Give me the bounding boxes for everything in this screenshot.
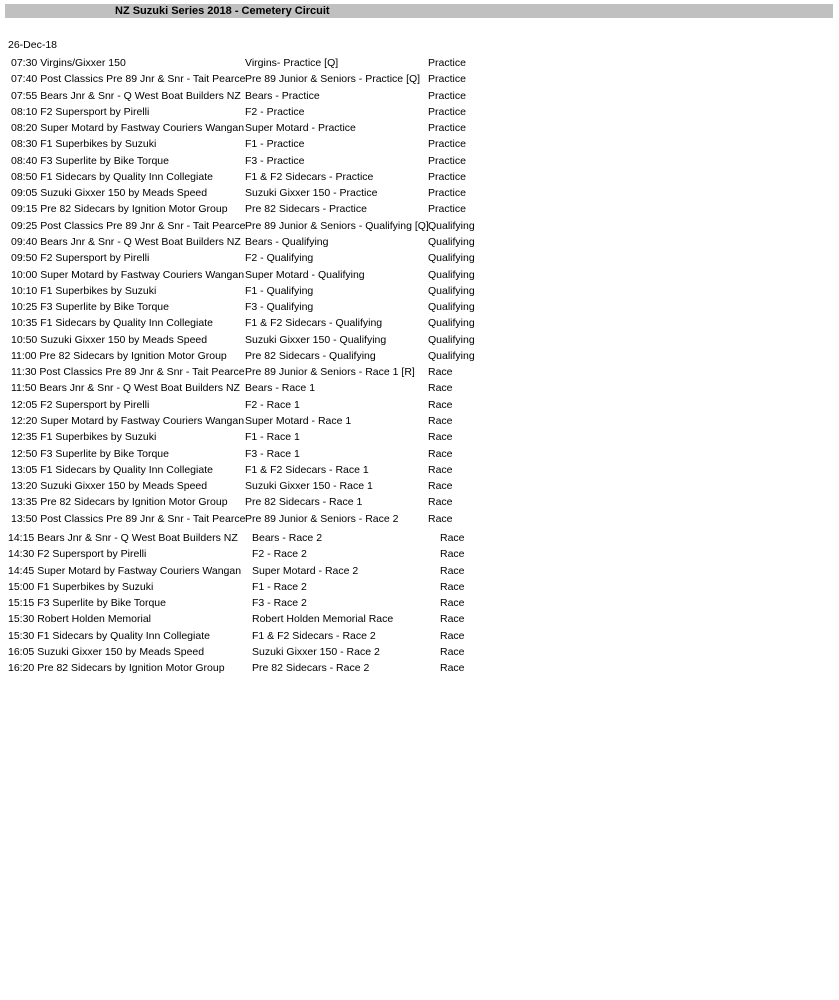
session-class: Bears - Race 2	[252, 532, 323, 544]
session-type: Race	[440, 613, 465, 626]
session-time-title: 08:20 Super Motard by Fastway Couriers Wangan	[11, 122, 245, 135]
schedule-row	[0, 546, 839, 562]
session-class: Suzuki Gixxer 150 - Practice	[245, 187, 378, 200]
session-type: Practice	[428, 187, 466, 200]
schedule-row	[0, 332, 839, 348]
session-time-title: 09:25 Post Classics Pre 89 Jnr & Snr - Tait Pearce	[11, 219, 246, 232]
schedule-row	[0, 153, 839, 169]
session-time-title: 15:30 Robert Holden Memorial	[8, 613, 151, 626]
session-class: F3 - Qualifying	[245, 301, 314, 313]
session-time-title: 08:50 F1 Sidecars by Quality Inn Collegiate	[11, 170, 213, 183]
schedule-row	[0, 595, 839, 611]
schedule-row	[0, 660, 839, 676]
session-time-title: 10:00 Super Motard by Fastway Couriers Wangan	[11, 268, 245, 281]
schedule-row	[0, 218, 839, 234]
schedule-row	[0, 136, 839, 152]
session-class: F3 - Race 2	[252, 597, 307, 610]
title-bar	[5, 4, 833, 18]
session-time-title: 09:15 Pre 82 Sidecars by Ignition Motor Group	[11, 203, 228, 216]
session-type: Race	[428, 496, 453, 509]
session-type: Race	[428, 366, 453, 379]
session-class: F3 - Race 1	[245, 447, 300, 460]
session-time-title: 15:00 F1 Superbikes by Suzuki	[8, 580, 154, 593]
session-time-title: 12:05 F2 Supersport by Pirelli	[11, 398, 150, 411]
schedule-row	[0, 283, 839, 299]
session-class: Pre 82 Sidecars - Practice	[245, 203, 367, 216]
schedule-row	[0, 429, 839, 445]
session-type: Qualifying	[428, 236, 475, 248]
session-type: Practice	[428, 73, 466, 86]
session-type: Race	[440, 564, 465, 577]
session-type: Race	[428, 480, 453, 492]
session-time-title: 07:55 Bears Jnr & Snr - Q West Boat Builders NZ	[11, 89, 241, 102]
schedule-row	[0, 201, 839, 217]
session-class: F3 - Practice	[245, 154, 305, 167]
session-class: F1 & F2 Sidecars - Practice	[245, 170, 374, 183]
session-type: Race	[440, 580, 465, 593]
session-time-title: 15:30 F1 Sidecars by Quality Inn Collegiate	[8, 629, 210, 642]
schedule-row	[0, 530, 839, 546]
schedule-row	[0, 299, 839, 315]
session-type: Race	[428, 414, 453, 427]
schedule-row	[0, 315, 839, 331]
session-class: F2 - Race 1	[245, 398, 300, 411]
session-type: Race	[428, 398, 453, 411]
session-class: Pre 89 Junior & Seniors - Practice [Q]	[245, 73, 421, 86]
session-type: Practice	[428, 57, 466, 69]
session-type: Practice	[428, 122, 466, 135]
session-time-title: 13:20 Suzuki Gixxer 150 by Meads Speed	[11, 480, 208, 492]
session-class: Super Motard - Race 1	[245, 414, 352, 427]
session-time-title: 13:35 Pre 82 Sidecars by Ignition Motor Group	[11, 496, 228, 509]
session-type: Race	[428, 512, 453, 525]
session-class: Super Motard - Race 2	[252, 564, 359, 577]
session-time-title: 12:20 Super Motard by Fastway Couriers Wangan	[11, 414, 245, 427]
session-time-title: 16:20 Pre 82 Sidecars by Ignition Motor Group	[8, 662, 225, 675]
session-type: Qualifying	[428, 333, 475, 346]
schedule-row	[0, 644, 839, 660]
session-class: Pre 82 Sidecars - Race 2	[252, 662, 370, 675]
schedule-row	[0, 120, 839, 136]
schedule-row	[0, 71, 839, 87]
schedule-row	[0, 563, 839, 579]
schedule-row	[0, 250, 839, 266]
schedule-row	[0, 88, 839, 104]
session-type: Race	[428, 382, 453, 395]
session-type: Race	[440, 597, 465, 610]
session-time-title: 14:45 Super Motard by Fastway Couriers Wangan	[8, 564, 242, 577]
session-time-title: 07:30 Virgins/Gixxer 150	[11, 57, 126, 69]
schedule-row	[0, 579, 839, 595]
session-class: F1 - Race 1	[245, 431, 300, 444]
session-type: Practice	[428, 203, 466, 216]
session-type: Practice	[428, 105, 466, 118]
session-type: Qualifying	[428, 252, 475, 265]
session-time-title: 10:25 F3 Superlite by Bike Torque	[11, 301, 169, 313]
session-class: Bears - Race 1	[245, 382, 316, 395]
session-class: F1 - Qualifying	[245, 284, 314, 297]
session-class: F1 - Race 2	[252, 580, 307, 593]
schedule-row	[0, 611, 839, 627]
session-class: Virgins- Practice [Q]	[245, 57, 339, 69]
schedule-row	[0, 55, 839, 71]
session-time-title: 10:35 F1 Sidecars by Quality Inn Collegiate	[11, 317, 213, 330]
session-time-title: 11:00 Pre 82 Sidecars by Ignition Motor Group	[11, 349, 227, 362]
session-type: Race	[440, 645, 465, 658]
session-class: F1 - Practice	[245, 138, 305, 151]
session-class: F1 & F2 Sidecars - Race 2	[252, 629, 376, 642]
session-time-title: 09:50 F2 Supersport by Pirelli	[11, 252, 150, 265]
session-time-title: 14:15 Bears Jnr & Snr - Q West Boat Builders NZ	[8, 532, 238, 544]
schedule-row	[0, 462, 839, 478]
session-class: Pre 89 Junior & Seniors - Qualifying [Q]	[245, 219, 429, 232]
session-time-title: 11:30 Post Classics Pre 89 Jnr & Snr - Tait Pearce	[11, 366, 245, 379]
session-time-title: 09:05 Suzuki Gixxer 150 by Meads Speed	[11, 187, 208, 200]
session-type: Qualifying	[428, 349, 475, 362]
session-time-title: 08:30 F1 Superbikes by Suzuki	[11, 138, 157, 151]
session-class: Pre 82 Sidecars - Qualifying	[245, 349, 376, 362]
schedule-row	[0, 348, 839, 364]
session-type: Practice	[428, 138, 466, 151]
session-time-title: 10:50 Suzuki Gixxer 150 by Meads Speed	[11, 333, 208, 346]
session-time-title: 09:40 Bears Jnr & Snr - Q West Boat Builders NZ	[11, 236, 241, 248]
session-time-title: 07:40 Post Classics Pre 89 Jnr & Snr - Tait Pearce	[11, 73, 246, 86]
page-title: NZ Suzuki Series 2018 - Cemetery Circuit	[115, 5, 330, 17]
session-time-title: 08:10 F2 Supersport by Pirelli	[11, 105, 150, 118]
session-time-title: 15:15 F3 Superlite by Bike Torque	[8, 597, 166, 610]
schedule-row	[0, 185, 839, 201]
session-class: F1 & F2 Sidecars - Race 1	[245, 463, 369, 476]
session-class: Super Motard - Qualifying	[245, 268, 365, 281]
schedule-row	[0, 628, 839, 644]
session-type: Race	[428, 431, 453, 444]
session-time-title: 11:50 Bears Jnr & Snr - Q West Boat Builders NZ	[11, 382, 240, 395]
session-class: Robert Holden Memorial Race	[252, 613, 394, 626]
session-time-title: 12:50 F3 Superlite by Bike Torque	[11, 447, 169, 460]
session-class: Bears - Qualifying	[245, 236, 329, 248]
session-class: Bears - Practice	[245, 89, 320, 102]
session-time-title: 16:05 Suzuki Gixxer 150 by Meads Speed	[8, 645, 205, 658]
session-class: Pre 89 Junior & Seniors - Race 1 [R]	[245, 366, 415, 379]
session-time-title: 13:05 F1 Sidecars by Quality Inn Collegiate	[11, 463, 213, 476]
schedule-row	[0, 364, 839, 380]
schedule-row	[0, 267, 839, 283]
schedule-row	[0, 397, 839, 413]
session-time-title: 08:40 F3 Superlite by Bike Torque	[11, 154, 169, 167]
session-class: F2 - Qualifying	[245, 252, 314, 265]
schedule-row	[0, 478, 839, 494]
session-type: Race	[428, 463, 453, 476]
schedule-row	[0, 413, 839, 429]
session-time-title: 14:30 F2 Supersport by Pirelli	[8, 548, 147, 561]
session-type: Qualifying	[428, 284, 475, 297]
session-type: Practice	[428, 170, 466, 183]
session-type: Qualifying	[428, 219, 475, 232]
schedule-row	[0, 511, 839, 527]
session-time-title: 10:10 F1 Superbikes by Suzuki	[11, 284, 157, 297]
schedule-row	[0, 380, 839, 396]
session-type: Race	[440, 629, 465, 642]
session-type: Qualifying	[428, 268, 475, 281]
session-class: Suzuki Gixxer 150 - Race 1	[245, 480, 373, 492]
session-class: F2 - Race 2	[252, 548, 307, 561]
session-type: Race	[440, 662, 465, 675]
session-type: Practice	[428, 89, 466, 102]
session-class: Pre 82 Sidecars - Race 1	[245, 496, 363, 509]
session-class: Suzuki Gixxer 150 - Race 2	[252, 645, 380, 658]
session-time-title: 12:35 F1 Superbikes by Suzuki	[11, 431, 157, 444]
session-type: Race	[440, 532, 465, 544]
session-type: Qualifying	[428, 317, 475, 330]
schedule-row	[0, 494, 839, 510]
session-class: Suzuki Gixxer 150 - Qualifying	[245, 333, 387, 346]
session-type: Qualifying	[428, 301, 475, 313]
session-time-title: 13:50 Post Classics Pre 89 Jnr & Snr - Tait Pearce	[11, 512, 246, 525]
session-class: Pre 89 Junior & Seniors - Race 2	[245, 512, 399, 525]
schedule-row	[0, 169, 839, 185]
session-class: F1 & F2 Sidecars - Qualifying	[245, 317, 383, 330]
schedule-row	[0, 104, 839, 120]
schedule-row	[0, 234, 839, 250]
schedule-date: 26-Dec-18	[8, 39, 58, 51]
session-type: Practice	[428, 154, 466, 167]
session-type: Race	[428, 447, 453, 460]
session-class: F2 - Practice	[245, 105, 305, 118]
session-type: Race	[440, 548, 465, 561]
schedule-row	[0, 446, 839, 462]
session-class: Super Motard - Practice	[245, 122, 356, 135]
